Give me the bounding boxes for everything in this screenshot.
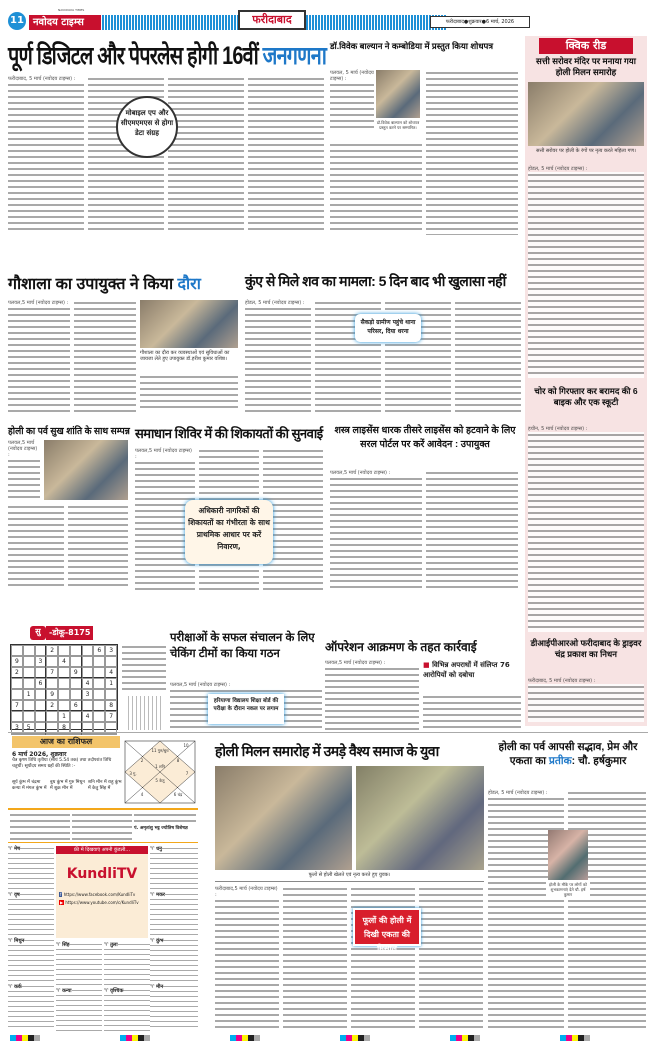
sudoku-cell [93,667,105,678]
sudoku-cell [46,733,58,735]
zodiac-icon: ♈︎ [8,846,15,852]
holimilan-headline: होली मिलन समारोह में उमड़े वैश्य समाज के युवा [215,743,439,759]
sudoku-cell [93,689,105,700]
sudoku-cell [11,733,23,735]
sudoku-cell [58,700,70,711]
zodiac-sign-signs_right: ♈︎ वृश्चिक [104,988,150,1031]
harsh-headline: होली का पर्व आपसी सद्भाव, प्रेम और एकता का प्रतीक: चौ. हर्षकुमार [498,741,638,767]
sudoku-cell: 9 [70,667,82,678]
sudoku [8,627,168,731]
sudoku-cell [11,689,23,700]
sudoku-cell [11,645,23,656]
sudoku-cell [35,645,47,656]
sudoku-cell [70,678,82,689]
planet-3: शनि मीन में राहु कुंभ में केतु सिंह में [88,780,122,791]
sudoku-cell [23,700,35,711]
zodiac-sign-signs_far: ♈︎ मकर [150,892,198,935]
sudoku-cell [35,689,47,700]
sudoku-cell: 1 [105,678,117,689]
sudoku-cell [58,667,70,678]
sudoku-cell [23,711,35,722]
holimilan-photo-1 [215,766,352,870]
sudoku-title: -डोकू-8175 [46,626,93,640]
planets [12,780,124,792]
vivek-headline: डॉ.विवेक बाल्यान ने कम्बोडिया में प्रस्तुत किया शोधपत्र [330,41,494,51]
sudoku-cell: 6 [93,645,105,656]
zodiac-sign-signs_mid: ♈︎ कन्या [56,988,102,1031]
quick-s1-headline: सत्ती सरोवर मंदिर पर मनाया गया होली मिलन समारोह [536,56,636,77]
kundli-house-label: 1 शनि [155,764,165,769]
sudoku-cell [70,689,82,700]
vivek-lower-text [330,142,422,232]
sudoku-cell [11,711,23,722]
zodiac-sign-signs_far: ♈︎ मीन [150,984,198,1027]
dateline: फरीदाबाद●शुक्रवार●6 मार्च, 2026 [430,16,530,28]
quick-read-label: क्विक रीड [539,38,633,54]
sudoku-cell [70,733,82,735]
holimilan-photo-2 [356,766,484,870]
rashifal-tithi: चैत्र कृष्ण तिथि तृतीया (सायं 5.54 तक) तथा तदोपरांत तिथि चतुर्थी। सूर्योदय समय ग्रहों की स्थिति :- [12,758,112,769]
kuan-callout: सैकड़ो ग्रामीण पहुंचे थाना परिसर, दिया धरना [355,314,421,342]
zodiac-icon: ♈︎ [150,984,157,990]
pariksha-headline: परीक्षाओं के सफल संचालन के लिए चेकिंग टीमों का किया गठन [170,632,315,660]
zodiac-icon: ♈︎ [56,942,63,948]
sudoku-cell: 8 [105,700,117,711]
harsh-caption: होली के मौके पर लोगों को शुभकामनाएं देते चौ. हर्ष कुमार [546,882,590,897]
kundli-house-label: 3 गु. [129,771,137,776]
sudoku-cell [23,656,35,667]
zodiac-icon: ♈︎ [150,938,157,944]
kundli-house-label: 8 [176,758,180,763]
planet-1: सूर्य कुंभ में चंद्रमा कन्या में मंगल कुंभ में [12,780,47,791]
divider [8,732,648,733]
sudoku-cell [105,689,117,700]
sudoku-cell [35,733,47,735]
sudoku-cell [105,733,117,735]
rashifal [8,736,198,1036]
zodiac-sign-signs_right: ♈︎ तुला [104,942,150,985]
sudoku-cell [93,700,105,711]
zodiac-sign-signs_left: ♈︎ मिथुन [8,938,54,981]
sudoku-cell: 6 [70,700,82,711]
zodiac-sign-signs_left: ♈︎ वृष [8,892,54,935]
facebook-link[interactable]: f https://www.facebook.com/KundliTv [60,892,136,897]
sudoku-cell: 1 [23,689,35,700]
pariksha-callout: हरियाणा विद्यालय शिक्षा बोर्ड की परीक्षा के दौरान नकल पर लगाम [208,694,284,724]
sudoku-cell: 6 [35,678,47,689]
sudoku-cell [82,656,94,667]
youtube-icon: ▶ [60,900,64,905]
sudoku-cell [70,656,82,667]
sudoku-cell: 3 [35,656,47,667]
zodiac-icon: ♈︎ [8,938,15,944]
sudoku-cell [82,645,94,656]
sudoku-cell: 8 [58,722,70,733]
harsh-photo [548,830,588,880]
sudoku-cell: 1 [58,711,70,722]
lead-body: फरीदाबाद, 5 मार्च (नवोदय टाइम्स) : मोबाइल एप और सीएमएमएस से होगा डेटा संग्रह [8,76,328,234]
vivek-body: पलवल, 5 मार्च (नवोदय टाइम्स) : डॉ.विवेक बाल्यान को शोधपत्र प्रस्तुत करने पर सम्मानित। [330,70,520,235]
vivek-caption: डॉ.विवेक बाल्यान को शोधपत्र प्रस्तुत करने पर सम्मानित। [376,120,420,130]
sudoku-cell [35,700,47,711]
sudoku-cell [35,667,47,678]
gaushala-caption: गौशाला का दौरा कर व्यवस्थाओं एवं सुविधाओं का जायजा लेते हुए उपायुक्त डॉ.हरीश कुमार वशिष्ठ। [140,350,238,362]
sudoku-cell [58,689,70,700]
sudoku-cell [23,645,35,656]
sudoku-answer [128,696,164,730]
sudoku-icon: सु [30,626,46,640]
sudoku-cell [93,656,105,667]
quick-s2-headline: चोर को गिरफ्तार कर बरामद की 6 बाइक और एक स्कूटी [534,386,638,407]
kundli-house-label: 4 [140,792,144,797]
rashifal-title: आज का राशिफल [12,736,120,748]
sudoku-cell [93,678,105,689]
sudoku-cell [58,733,70,735]
sudoku-cell: 4 [105,667,117,678]
sudoku-cell: 4 [82,711,94,722]
masthead [0,0,650,32]
sudoku-cell: 3 [11,722,23,733]
sudoku-cell: 2 [46,645,58,656]
sudoku-cell [35,711,47,722]
sudoku-cell [70,711,82,722]
zodiac-sign-signs_far: ♈︎ कुंभ [150,938,198,981]
operation-subhead: ■ विभिन्न अपराधों में संलिप्त 76 आरोपियों को दबोचा [423,660,521,680]
sudoku-cell: 7 [105,711,117,722]
sudoku-cell: 2 [46,700,58,711]
kundli-house-label: 6 चंद्र [173,792,183,797]
quick-s1-photo [528,82,644,146]
holimilan-caption: फूलों से होली खेलते एवं नृत्य करते हुए युवक। [215,872,484,878]
sudoku-cell [70,645,82,656]
youtube-link[interactable]: ▶ https://www.youtube.com/c/KundliTv [60,900,139,905]
zodiac-icon: ♈︎ [8,892,15,898]
sudoku-cell [46,656,58,667]
zodiac-icon: ♈︎ [150,892,157,898]
sudoku-cell [46,678,58,689]
rashifal-date: 6 मार्च 2026, शुक्रवार [12,751,67,758]
gaushala-photo [140,300,238,348]
sudoku-grid [10,644,118,730]
zodiac-icon: ♈︎ [8,984,15,990]
kundli-chart [124,740,196,804]
sudoku-cell: 7 [46,667,58,678]
samadhan-callout: अधिकारी नागरिकों की शिकायतों का गंभीरता के साथ प्राथमिक आधार पर करें निवारण, [185,500,273,564]
sudoku-cell [105,656,117,667]
zodiac-sign-signs_mid: ♈︎ सिंह [56,942,102,985]
operation-headline: ऑपरेशन आक्रमण के तहत कार्रवाई [325,640,477,654]
kundli-house-label: 10 [183,743,189,748]
sudoku-cell: 9 [11,656,23,667]
zodiac-icon: ♈︎ [104,988,111,994]
zodiac-sign-signs_left: ♈︎ कर्क [8,984,54,1027]
sudoku-cell [82,667,94,678]
kuan-headline: कुंए से मिले शव का मामला: 5 दिन बाद भी खुलासा नहीं [245,273,506,289]
sudoku-cell [11,678,23,689]
color-registration-bar [10,1035,640,1041]
zodiac-icon: ♈︎ [56,988,63,994]
sudoku-cell [23,667,35,678]
zodiac-icon: ♈︎ [104,942,111,948]
sudoku-cell: 4 [82,678,94,689]
lead-callout: मोबाइल एप और सीएमएमएस से होगा डेटा संग्रह [116,96,178,158]
brand-logo: नवोदय टाइम्स [29,15,101,30]
brand-small: NAVODAYA TIMES [58,8,85,12]
sudoku-cell [82,700,94,711]
sudoku-cell: 7 [11,700,23,711]
sudoku-cell: 5 [23,722,35,733]
sudoku-cell [58,678,70,689]
zodiac-icon: ♈︎ [150,846,157,852]
sudoku-cell: 4 [58,656,70,667]
shastra-headline: शस्त्र लाइसेंस धारक तीसरे लाइसेंस को हटवाने के लिए सरल पोर्टल पर करें आवेदन : उपायुक्त [334,425,516,450]
astrologer: पं. अमृतांशु भट्ट ज्योतिष विशेषज्ञ [134,826,196,832]
sudoku-cell [58,645,70,656]
samadhan-headline: समाधान शिविर में की शिकायतों की सुनवाई [135,426,323,441]
gaushala-headline: गौशाला का उपायुक्त ने किया दौरा [8,276,201,293]
quick-s1-caption: सत्ती सरोवर पर होली के रंगों पर नृत्य करते महिला गण। [528,148,644,154]
sudoku-cell: 3 [105,645,117,656]
planet-2: बुध कुंभ में गुरु मिथुन में शुक्र मीन में [50,780,85,791]
facebook-icon: f [60,892,62,897]
holi-headline: होली का पर्व सुख शांति के साथ सम्पन्न [8,426,130,437]
sudoku-cell [93,711,105,722]
sudoku-cell [46,711,58,722]
sudoku-cell: 9 [46,689,58,700]
kundli-logo: KundliTV [66,866,138,882]
vivek-photo [376,70,420,118]
zodiac-sign-signs_left: ♈︎ मेष [8,846,54,889]
sudoku-cell [23,733,35,735]
sudoku-cell [93,733,105,735]
sudoku-cell [82,733,94,735]
quick-read-column: क्विक रीड सत्ती सरोवर मंदिर पर मनाया गया होली मिलन समारोह सत्ती सरोवर पर होली के रंगों पर नृत्य करते महिला गण। होडल, 5 मार्च (नवोदय टाइम्स) : चोर को गिरफ्तार कर बरामद की 6 बाइक और एक स्कूटी हथीन, 5 मार्च (नवोदय टाइम्स) : डीआईपीआरओ फरीदाबाद के ड्राइवर चंद्र प्रकाश का निधन फरीदाबाद, 5 मार्च (नवोदय टाइम्स) : [525,36,647,726]
kundli-house-label: 7 [185,771,189,776]
kundli-promo: फ्री में दिखवाएं अपनी कुंडली... KundliTV f https://www.facebook.com/KundliTv ▶ https://www.youtube.com/c/KundliTv [56,846,148,938]
holi-photo [44,440,128,500]
page-number: 11 [8,12,26,30]
kundli-house-label: 11 गुरु/बुध [151,748,169,753]
quick-s3-headline: डीआईपीआरओ फरीदाबाद के ड्राइवर चंद्र प्रकाश का निधन [530,638,642,659]
sudoku-cell: 2 [11,667,23,678]
bullet-icon: ■ [423,661,433,669]
lead-headline: पूर्ण डिजिटल और पेपरलेस होगी 16वीं जनगणना [8,42,327,70]
zodiac-sign-signs_far: ♈︎ धनु [150,846,198,889]
kundli-house-label: 2 [140,758,144,763]
sudoku-cell [23,678,35,689]
section-label: फरीदाबाद [238,10,306,30]
sudoku-cell: 3 [82,689,94,700]
kundli-house-label: 5 केतु [155,778,165,783]
holimilan-callout: फूलों की होली में दिखी एकता की मिसाल [353,908,421,946]
